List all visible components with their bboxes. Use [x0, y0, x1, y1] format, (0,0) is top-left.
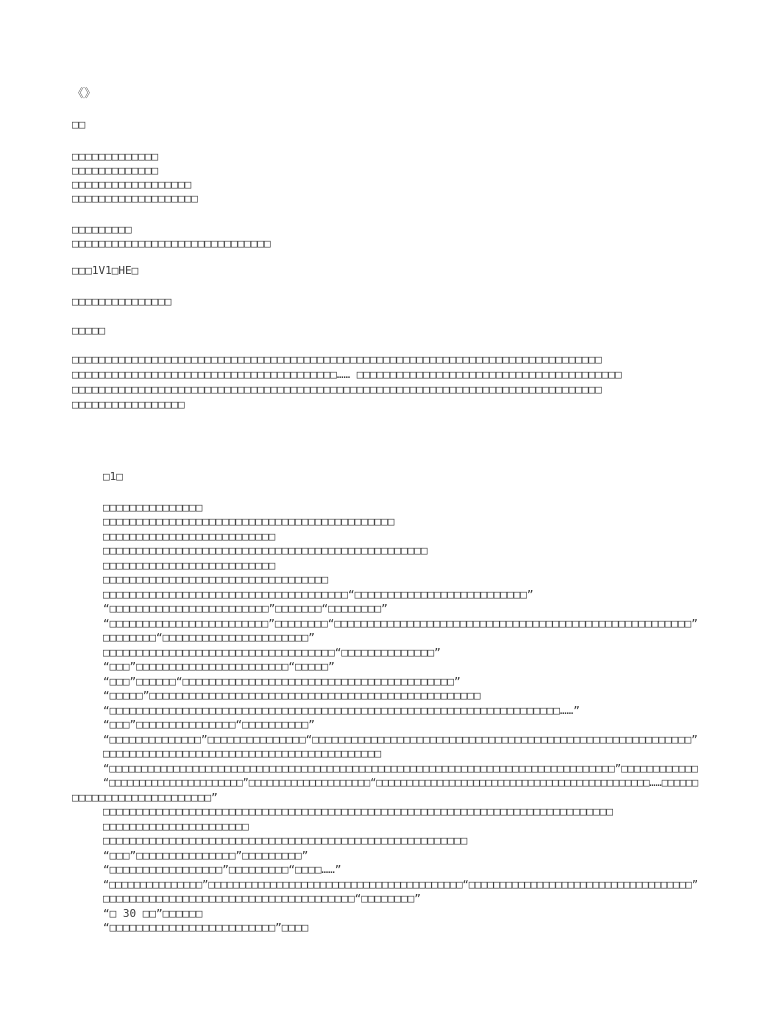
body-line: “□□□”□□□□□□□□□□□□□□□“□□□□□□□□□□”	[103, 718, 315, 731]
body-line: “□□□□□”□□□□□□□□□□□□□□□□□□□□□□□□□□□□□□□□□□□□□□□□□□□□□□□□□□	[103, 689, 481, 702]
body-line: □□□□□□□□□□□□□□□□□□□□□□□□□□	[103, 530, 276, 543]
synopsis-line: □□□□□□□□□□□□□□□□□□□□□□□□□□□□□□□□□□□□□□□□□□□□□□□□□□□□□□□□□□□□□□□□□□□□□□□□□□□□□□□□	[72, 383, 602, 396]
body-line: “□□□□□□□□□□□□□□□□□□□□□□□□□”□□□□	[103, 921, 309, 934]
synopsis-line: □□□□□□□□□□□□□□□□□□□□□□□□□□□□□□□□□□□□□□□□□□□□□□□□□□□□□□□□□□□□□□□□□□□□□□□□□□□□□□□□	[72, 353, 602, 366]
synopsis-line: □□□□□□□□□□□□□□□□□	[72, 398, 185, 411]
body-line: □□□□□□□□□□□□□□□□□□□□□□□□□□□□□□□□□□□“□□□□□□□□□□□□□□”	[103, 646, 441, 659]
body-line: “□□□□□□□□□□□□□□□□□□□□□□”□□□□□□□□□□□□□□□□□□□□“□□□□□□□□□□□□□□□□□□□□□□□□□□□□□□□□□□□□□□□□□□□□□……□□□□□□	[103, 776, 699, 789]
body-line: □□□□□□□□□□□□□□□□□□□□□□□□□□□□□□□□□□□□□□□□□□□□□□□□□	[103, 544, 428, 557]
body-line: “□□□□□□□□□□□□□□□”□□□□□□□□□□□□□□□□□□□□□□□□□□□□□□□□□□□□□□□□□“□□□□□□□□□□□□□□□□□□□□□□□□□□□□□□□□□□□□”	[103, 878, 699, 891]
body-line: “□□□”□□□□□□“□□□□□□□□□□□□□□□□□□□□□□□□□□□□□□□□□□□□□□□□□”	[103, 675, 461, 688]
body-line: □□□□□□□□□□□□□□□□□□□□□□□□□□□□□□□□□□□□□□□□□□	[103, 747, 382, 760]
info-line: □□□□□□□□□□□□□	[72, 164, 159, 177]
body-line: “□□□□□□□□□□□□□□□□□□□□□□□□”□□□□□□□□“□□□□□□□□□□□□□□□□□□□□□□□□□□□□□□□□□□□□□□□□□□□□□□□□□□□□□□”	[103, 617, 698, 630]
chapter-title: □1□	[103, 470, 123, 483]
info-line: □□□□□□□□□□□□□□□□□□□	[72, 192, 198, 205]
body-line: □□□□□□□□□□□□□□□□□□□□□□□□□□	[103, 559, 276, 572]
info-line: □□□□□□□□□□□□□□□□□□	[72, 178, 192, 191]
text-line: □□□□□□□□□□□□□□□	[72, 295, 172, 308]
body-line: “□□□”□□□□□□□□□□□□□□□□□□□□□□□“□□□□□”	[103, 660, 335, 673]
body-line: □□□□□□□□“□□□□□□□□□□□□□□□□□□□□□□”	[103, 631, 315, 644]
text-line: □□□□□	[72, 324, 106, 337]
version-line: □□□1V1□HE□	[72, 264, 139, 277]
body-line: □□□□□□□□□□□□□□□□□□□□□□□□□□□□□□□□□□	[103, 573, 329, 586]
body-line: □□□□□□□□□□□□□□□□□□□□□□	[103, 820, 249, 833]
note-line: □□□□□□□□□□□□□□□□□□□□□□□□□□□□□□	[72, 237, 271, 250]
body-line: “□□□”□□□□□□□□□□□□□□□”□□□□□□□□□”	[103, 849, 309, 862]
book-title-mark: 《》	[72, 86, 97, 100]
body-line: “□□□□□□□□□□□□□□”□□□□□□□□□□□□□□□“□□□□□□□□□□□□□□□□□□□□□□□□□□□□□□□□□□□□□□□□□□□□□□□□□□□□□□□□□□”	[103, 733, 698, 746]
body-line: □□□□□□□□□□□□□□□□□□□□□□□□□□□□□□□□□□□□□□□□□□□□	[103, 515, 395, 528]
note-line: □□□□□□□□□	[72, 223, 132, 236]
body-line: □□□□□□□□□□□□□□□□□□□□□□□□□□□□□□□□□□□□□□□□□□□□□□□□□□□□□□□□□□□□□□□□□□□□□□□□□□□□□	[103, 805, 613, 818]
body-line: □□□□□□□□□□□□□□□□□□□□□□□□□□□□□□□□□□□□□□“□□□□□□□□”	[103, 892, 421, 905]
header-label: □□	[72, 118, 86, 131]
body-line: □□□□□□□□□□□□□□□□□□□□□”	[72, 791, 218, 804]
info-line: □□□□□□□□□□□□□	[72, 150, 159, 163]
body-line: “□□□□□□□□□□□□□□□□□□□□□□□□”□□□□□□□“□□□□□□□□”	[103, 602, 388, 615]
body-line: “□ 30 □□”□□□□□□	[103, 907, 203, 920]
body-line: □□□□□□□□□□□□□□□	[103, 501, 203, 514]
body-line: “□□□□□□□□□□□□□□□□□□□□□□□□□□□□□□□□□□□□□□□□□□□□□□□□□□□□□□□□□□□□□□□□□□□□□□□□□□□□□□□”□□□□□□□□□□□□	[103, 762, 698, 775]
synopsis-line: □□□□□□□□□□□□□□□□□□□□□□□□□□□□□□□□□□□□□□□□…… □□□□□□□□□□□□□□□□□□□□□□□□□□□□□□□□□□□□□□□□	[72, 368, 622, 381]
body-line: “□□□□□□□□□□□□□□□□□”□□□□□□□□□“□□□□……”	[103, 863, 342, 876]
body-line: □□□□□□□□□□□□□□□□□□□□□□□□□□□□□□□□□□□□□□□□□□□□□□□□□□□□□□□	[103, 834, 468, 847]
body-line: “□□□□□□□□□□□□□□□□□□□□□□□□□□□□□□□□□□□□□□□□□□□□□□□□□□□□□□□□□□□□□□□□□□□□……”	[103, 704, 580, 717]
body-line: □□□□□□□□□□□□□□□□□□□□□□□□□□□□□□□□□□□□□“□□□□□□□□□□□□□□□□□□□□□□□□□□”	[103, 588, 534, 601]
